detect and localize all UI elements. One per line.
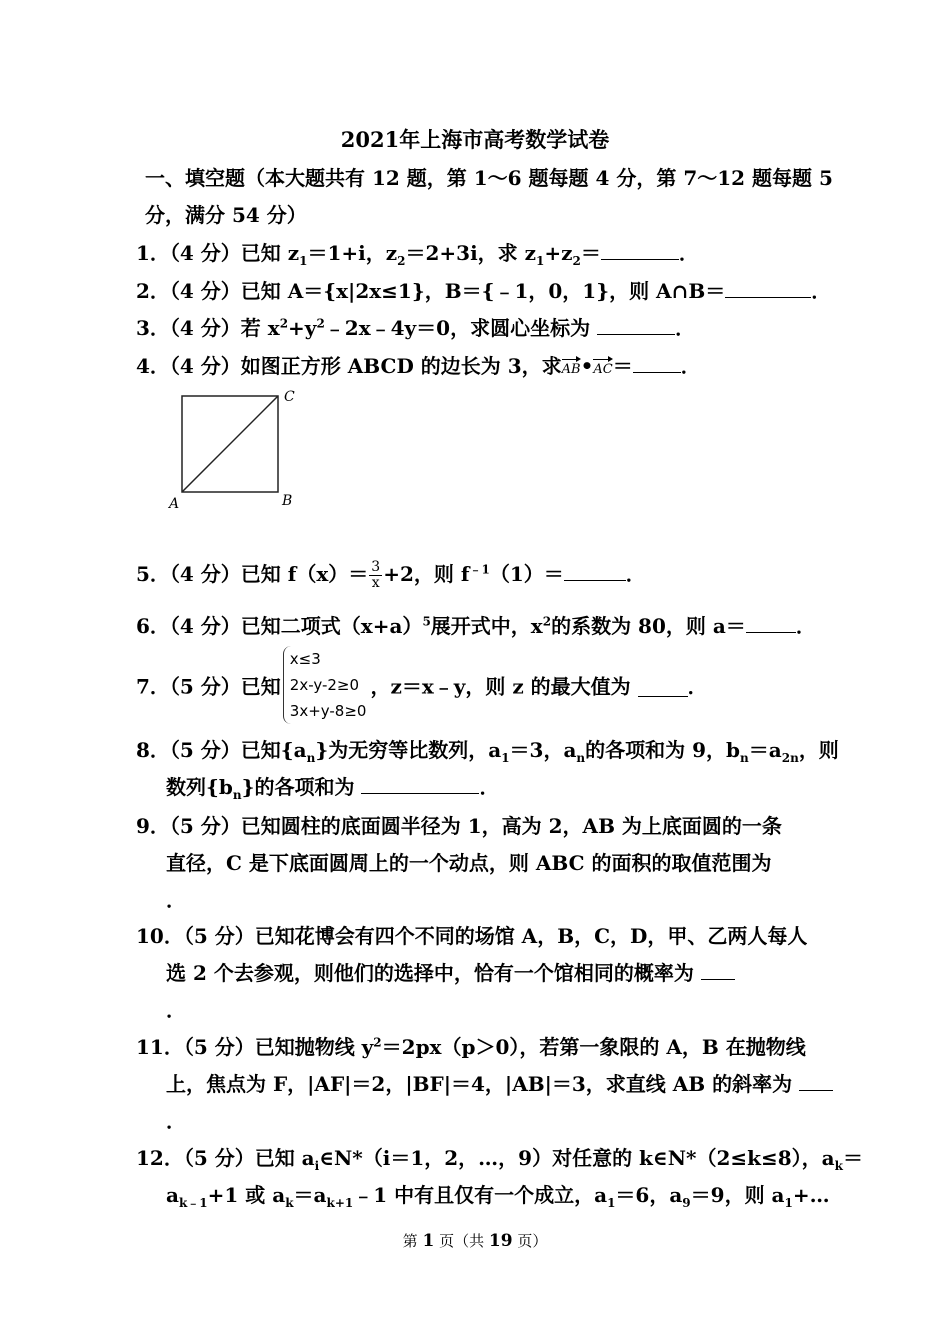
label-c: C	[284, 389, 295, 405]
question-1: 1．（4 分）已知 $z_1=1+i$，$z_2=2+3i$，求 $z_1+z_2=$ ．	[136, 237, 699, 268]
question-10-line3: ．	[166, 998, 186, 1022]
question-10-line2: 选 2 个去参观，则他们的选择中，恰有一个馆相同的概率为	[166, 957, 735, 986]
section-header-line2: 分，满分 54 分）	[145, 203, 307, 227]
question-5: 5．（4 分）已知 f（x）＝ $\frac{3}{x}$ +2，则 $f^{﹣1}(1)=$ ．	[136, 559, 646, 591]
question-4: 4．（4 分）如图正方形 ABCD 的边长为 3，求AB•AC＝ ．	[136, 350, 701, 379]
question-9-line1: 9．（5 分）已知圆柱的底面圆半径为 1，高为 2，AB 为上底面圆的一条	[136, 814, 782, 838]
question-12-line1: 12．（5 分）已知 $a_i\in N*(i=1$，2，…，9）对任意的 k∈N*（2≤k≤8），$a_k=$	[136, 1146, 863, 1173]
question-11-line1: 11．（5 分）已知抛物线 $y^2=2px(p>0)$，若第一象限的 A，B 在抛物线	[136, 1035, 806, 1059]
fraction: $\frac{3}{x}$	[371, 559, 381, 591]
answer-blank	[638, 674, 688, 697]
question-10-line1: 10．（5 分）已知花博会有四个不同的场馆 A，B，C，D，甲、乙两人每人	[136, 924, 808, 948]
question-6: 6．（4 分）已知二项式$(x+a)^5$展开式中，$x^2$的系数为 80，则 a＝ ．	[136, 610, 816, 639]
answer-blank	[725, 275, 811, 298]
question-9-line2: 直径，C 是下底面圆周上的一个动点，则 ABC 的面积的取值范围为	[166, 851, 772, 875]
answer-blank	[597, 312, 675, 335]
section-header-line1: 一、填空题（本大题共有 12 题，第 1～6 题每题 4 分，第 7～12 题每题 5	[145, 166, 833, 190]
answer-blank	[746, 610, 796, 633]
question-11-line3: ．	[166, 1109, 186, 1133]
answer-blank	[601, 237, 679, 260]
label-b: B	[282, 493, 293, 509]
answer-blank	[701, 957, 735, 980]
page-number: 1	[422, 1231, 435, 1251]
square-figure	[165, 384, 305, 514]
question-2: 2．（4 分）已知 A＝{x|2x≤1}，B＝{﹣1，0，1}，则 A∩B＝ ．	[136, 275, 831, 304]
page-title: 2021年上海市高考数学试卷	[340, 127, 610, 152]
question-8-line2: 数列$\{b_n\}$的各项和为 ．	[166, 771, 499, 802]
question-12-line2: $a_{k﹣1}+1$ 或 $a_k=a_{k+1}﹣1$ 中有且仅有一个成立，$a_1=6$，$a_9=9$，则 $a_1+\dots$	[166, 1183, 830, 1210]
answer-blank	[633, 350, 681, 373]
question-9-line3: ．	[166, 888, 186, 912]
answer-blank	[361, 771, 479, 794]
vector-ac: AC	[593, 356, 612, 377]
page-footer: 第 1 页（共 19 页）	[402, 1231, 548, 1251]
page-total: 19	[488, 1231, 513, 1251]
constraint-system: x≤3 2x-y-2≥0 3x+y-8≥0	[283, 646, 367, 724]
label-a: A	[169, 496, 180, 512]
question-7: 7．（5 分）已知 x≤3 2x-y-2≥0 3x+y-8≥0 ，z＝x﹣y，则 z 的最大值为 ．	[136, 646, 708, 724]
vector-ab: AB	[562, 356, 581, 377]
question-11-line2: 上，焦点为 F，|AF|＝2，|BF|＝4，|AB|＝3，求直线 AB 的斜率为	[166, 1068, 833, 1097]
answer-blank	[564, 558, 626, 581]
question-8-line1: 8．（5 分）已知$\{a_n\}$为无穷等比数列，$a_1=3$，$a_n$的各项和为 9，$b_n=a_{2n}$，则	[136, 738, 839, 765]
answer-blank	[799, 1068, 833, 1091]
question-3: 3．（4 分）若 $x^2+y^2﹣2x﹣4y=0$，求圆心坐标为 ．	[136, 312, 695, 341]
diagonal-ac	[182, 396, 278, 492]
